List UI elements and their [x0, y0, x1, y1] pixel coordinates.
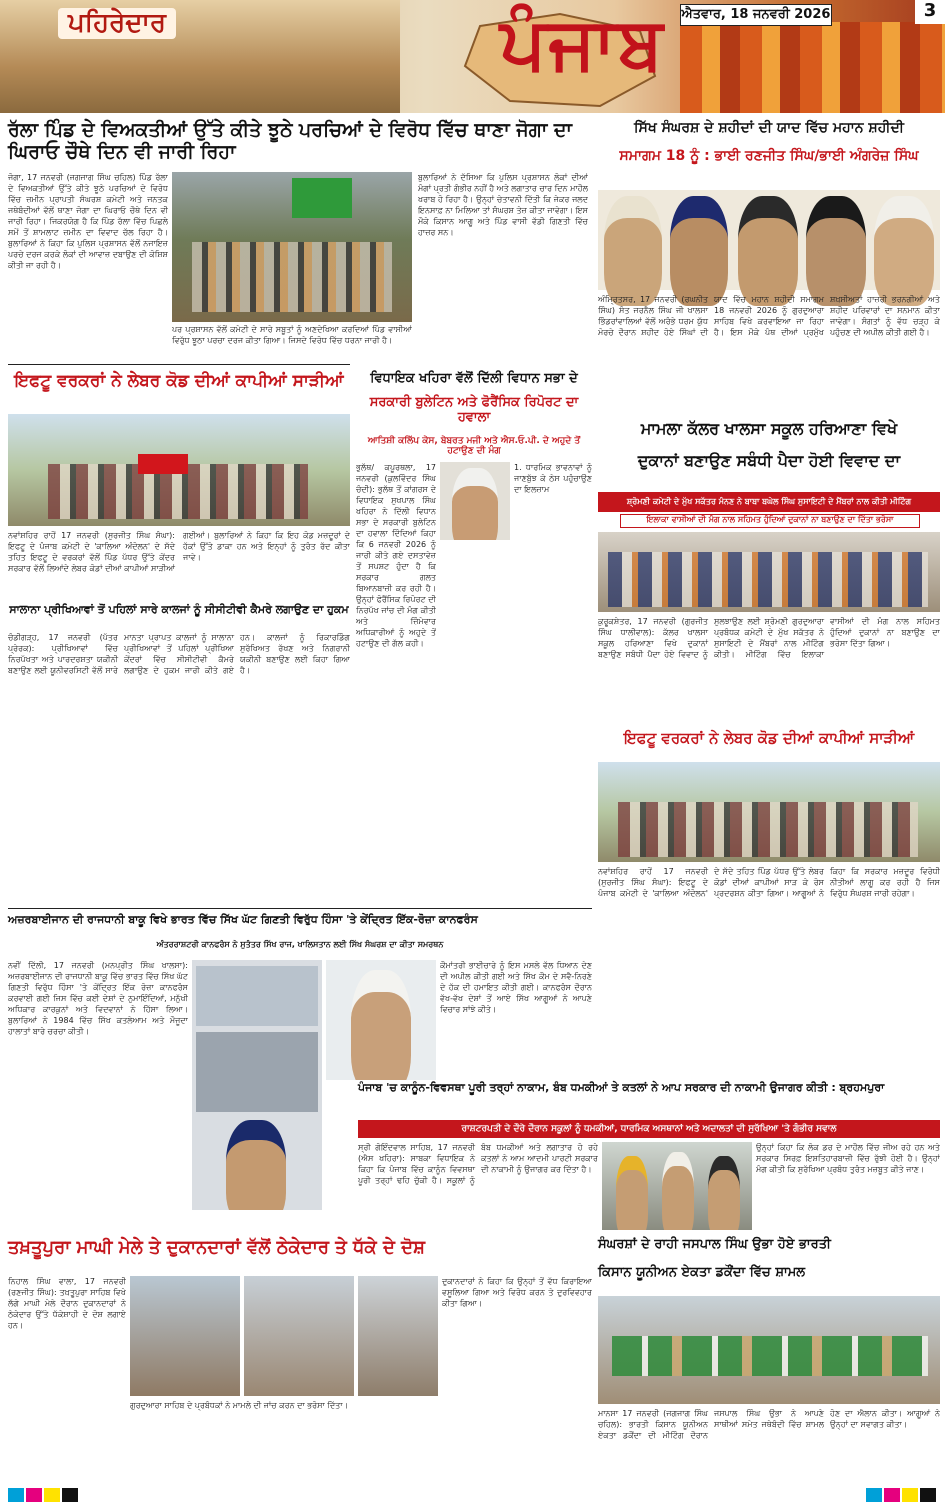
story5-headline-b: ਦੁਕਾਨਾਂ ਬਣਾਉਣ ਸਬੰਧੀ ਪੈਦਾ ਹੋਈ ਵਿਵਾਦ ਦਾ	[637, 451, 901, 470]
story6-headline: ਸਾਲਾਨਾ ਪ੍ਰੀਖਿਆਵਾਂ ਤੋਂ ਪਹਿਲਾਂ ਸਾਰੇ ਕਾਲਜਾਂ ਨੂੰ ਸੀਸੀਟੀਵੀ ਕੈਮਰੇ ਲਗਾਉਣ ਦਾ ਹੁਕਮ	[8, 604, 350, 628]
story8-speaker-photo	[326, 960, 436, 1080]
story8-body-right: ਕੌਮਾਂਤਰੀ ਭਾਈਚਾਰੇ ਨੂੰ ਇਸ ਮਸਲੇ ਵੱਲ ਧਿਆਨ ਦੇਣ ਦੀ ਅਪੀਲ ਕੀਤੀ ਗਈ ਅਤੇ ਸਿੱਖ ਕੌਮ ਦੇ ਸਵੈ-ਨਿਰਣੇ ਦੇ ਹੱਕ ਦੀ ਹਮਾਇਤ ਕੀਤੀ ਗਈ। ਕਾਨਫਰੰਸ ਦੌਰਾਨ ਵੱਖ-ਵੱਖ ਦੇਸ਼ਾਂ ਤੋਂ ਆਏ ਸਿੱਖ ਆਗੂਆਂ ਨੇ ਆਪਣੇ ਵਿਚਾਰ ਸਾਂਝੇ ਕੀਤੇ।	[440, 961, 592, 1014]
story4-kicker: ਆਤਿਸ਼ੀ ਕਲਿੱਪ ਕੇਸ, ਬੇਬਰਤ ਮਜੀ ਅਤੇ ਐਸ.ਓ.ਪੀ. ਦੇ ਅਹੁਦੇ ਤੋਂ ਹਟਾਉਣ ਦੀ ਮੰਗ	[367, 436, 581, 456]
masthead-art-right	[680, 22, 945, 113]
section-name: ਪੰਜਾਬ	[500, 0, 665, 85]
story4-body: ਭੁਲੱਥ/ ਕਪੂਰਥਲਾ, 17 ਜਨਵਰੀ (ਕੁਲਵਿੰਦਰ ਸਿੰਘ ਚੰਦੀ): ਭੁਲੱਥ ਤੋਂ ਕਾਂਗਰਸ ਦੇ ਵਿਧਾਇਕ ਸੁਖਪਾਲ ਸਿੰਘ ਖਹਿਰਾ ਨੇ ਦਿੱਲੀ ਵਿਧਾਨ ਸਭਾ ਦੇ ਸਰਕਾਰੀ ਬੁਲੇਟਿਨ ਦਾ ਹਵਾਲਾ ਦਿੰਦਿਆਂ ਕਿਹਾ ਕਿ 6 ਜਨਵਰੀ 2026 ਨੂੰ ਜਾਰੀ ਕੀਤੇ ਗਏ ਦਸਤਾਵੇਜ਼ ਤੋਂ ਸਪਸ਼ਟ ਹੁੰਦਾ ਹੈ ਕਿ ਸਰਕਾਰ ਗਲਤ ਬਿਆਨਬਾਜ਼ੀ ਕਰ ਰਹੀ ਹੈ। ਉਨ੍ਹਾਂ ਫੋਰੈਂਸਿਕ ਰਿਪੋਰਟ ਦੀ ਨਿਰਪੱਖ ਜਾਂਚ ਦੀ ਮੰਗ ਕੀਤੀ ਅਤੇ ਜ਼ਿੰਮੇਵਾਰ ਅਧਿਕਾਰੀਆਂ ਨੂੰ ਅਹੁਦੇ ਤੋਂ ਹਟਾਉਣ ਦੀ ਗੱਲ ਕਹੀ।	[356, 463, 436, 648]
story4-headline-a: ਵਿਧਾਇਕ ਖਹਿਰਾ ਵੱਲੋਂ ਦਿੱਲੀ ਵਿਧਾਨ ਸਭਾ ਦੇ	[370, 371, 578, 386]
story2-body: ਅੰਮ੍ਰਿਤਸਰ, 17 ਜਨਵਰੀ (ਰਘਨੀਤ ਸਿੰਘ) ਸੰਤ ਜਰਨੈਲ ਸਿੰਘ ਜੀ ਖਾਲਸਾ ਭਿੰਡਰਾਂਵਾਲਿਆਂ ਵੱਲੋਂ ਅਰੰਭੇ ਧਰਮ ਯੁੱਧ ਮੋਰਚੇ ਦੌਰਾਨ ਸ਼ਹੀਦ ਹੋਏ ਸਿੰਘਾਂ ਦੀ ਯਾਦ ਵਿੱਚ ਮਹਾਨ ਸ਼ਹੀਦੀ ਸਮਾਗਮ 18 ਜਨਵਰੀ 2026 ਨੂੰ ਗੁਰਦੁਆਰਾ ਸਾਹਿਬ ਵਿਖੇ ਕਰਵਾਇਆ ਜਾ ਰਿਹਾ ਹੈ। ਇਸ ਮੌਕੇ ਪੰਥ ਦੀਆਂ ਪ੍ਰਮੁੱਖ ਸ਼ਖ਼ਸੀਅਤਾਂ ਹਾਜ਼ਰੀ ਭਰਨਗੀਆਂ ਅਤੇ ਸ਼ਹੀਦ ਪਰਿਵਾਰਾਂ ਦਾ ਸਨਮਾਨ ਕੀਤਾ ਜਾਵੇਗਾ। ਸੰਗਤਾਂ ਨੂੰ ਵੱਧ ਚੜ੍ਹ ਕੇ ਪਹੁੰਚਣ ਦੀ ਅਪੀਲ ਕੀਤੀ ਗਈ ਹੈ।	[598, 295, 940, 337]
story4-quote: 1. ਧਾਰਮਿਕ ਭਾਵਨਾਵਾਂ ਨੂੰ ਜਾਣਬੁੱਝ ਕੇ ਠੇਸ ਪਹੁੰਚਾਉਣ ਦਾ ਇਲਜ਼ਾਮ	[514, 463, 592, 494]
story2-headline-bottom: ਸਮਾਗਮ 18 ਨੂੰ : ਭਾਈ ਰਣਜੀਤ ਸਿੰਘ/ਭਾਈ ਅੰਗਰੇਜ਼ ਸਿੰਘ	[619, 148, 919, 164]
story10-photo-1	[130, 1276, 240, 1396]
story11-headline-b: ਕਿਸਾਨ ਯੂਨੀਅਨ ਏਕਤਾ ਡਕੌਂਦਾ ਵਿੱਚ ਸ਼ਾਮਲ	[598, 1265, 806, 1280]
story9-headline: ਪੰਜਾਬ 'ਚ ਕਾਨੂੰਨ-ਵਿਵਸਥਾ ਪੂਰੀ ਤਰ੍ਹਾਂ ਨਾਕਾਮ, ਬੰਬ ਧਮਕੀਆਂ ਤੇ ਕਤਲਾਂ ਨੇ ਆਪ ਸਰਕਾਰ ਦੀ ਨਾਕਾਮੀ ਉਜਾਗਰ ਕੀਤੀ : ਬ੍ਰਹਮਪੁਰਾ	[358, 1081, 885, 1094]
story11-photo	[598, 1296, 940, 1404]
story10-body-left: ਨਿਹਾਲ ਸਿੰਘ ਵਾਲਾ, 17 ਜਨਵਰੀ (ਰਣਜੀਤ ਸਿੰਘ): ਤਖ਼ਤੂਪੁਰਾ ਸਾਹਿਬ ਵਿਖੇ ਲੱਗੇ ਮਾਘੀ ਮੇਲੇ ਦੌਰਾਨ ਦੁਕਾਨਦਾਰਾਂ ਨੇ ਠੇਕੇਦਾਰ ਉੱਤੇ ਧੱਕੇਸ਼ਾਹੀ ਦੇ ਦੋਸ਼ ਲਗਾਏ ਹਨ।	[8, 1277, 126, 1330]
story11-headline-a: ਸੰਘਰਸ਼ਾਂ ਦੇ ਰਾਹੀ ਜਸਪਾਲ ਸਿੰਘ ਉਭਾ ਹੋਏ ਭਾਰਤੀ	[598, 1237, 831, 1252]
story8-photo-collage	[192, 960, 322, 1210]
story9-body-right: ਉਨ੍ਹਾਂ ਕਿਹਾ ਕਿ ਲੋਕ ਡਰ ਦੇ ਮਾਹੌਲ ਵਿੱਚ ਜੀਅ ਰਹੇ ਹਨ ਅਤੇ ਸਰਕਾਰ ਸਿਰਫ਼ ਇਸ਼ਤਿਹਾਰਬਾਜ਼ੀ ਵਿੱਚ ਰੁੱਝੀ ਹੋਈ ਹੈ। ਉਨ੍ਹਾਂ ਮੰਗ ਕੀਤੀ ਕਿ ਸੁਰੱਖਿਆ ਪ੍ਰਬੰਧ ਤੁਰੰਤ ਮਜ਼ਬੂਤ ਕੀਤੇ ਜਾਣ।	[756, 1143, 940, 1174]
issue-date: ਐਤਵਾਰ, 18 ਜਨਵਰੀ 2026	[680, 4, 832, 26]
story8-headline: ਅਜ਼ਰਬਾਈਜਾਨ ਦੀ ਰਾਜਧਾਨੀ ਬਾਕੂ ਵਿਖੇ ਭਾਰਤ ਵਿੱਚ ਸਿੱਖ ਘੱਟ ਗਿਣਤੀ ਵਿਰੁੱਧ ਹਿੰਸਾ 'ਤੇ ਕੇਂਦ੍ਰਿਤ ਇੱਕ-ਰੋਜ਼ਾ ਕਾਨਫਰੰਸ	[8, 913, 478, 926]
story7-photo	[598, 762, 940, 862]
story5-redbar-1: ਸ਼੍ਰੋਮਣੀ ਕਮੇਟੀ ਦੇ ਮੁੱਖ ਸਕੱਤਰ ਮੰਨਣ ਨੇ ਬਾਬਾ ਬਘੇਲ ਸਿੰਘ ਸੁਸਾਇਟੀ ਦੇ ਮੈਂਬਰਾਂ ਨਾਲ ਕੀਤੀ ਮੀਟਿੰਗ	[598, 492, 940, 512]
story2-portraits	[598, 190, 940, 290]
story9-photo	[602, 1142, 752, 1230]
divider	[8, 364, 350, 365]
divider	[8, 908, 592, 909]
story6-body: ਚੰਡੀਗੜ੍ਹ, 17 ਜਨਵਰੀ (ਪੱਤਰ ਪ੍ਰੇਰਕ): ਪ੍ਰੀਖਿਆਵਾਂ ਵਿੱਚ ਨਿਰਪੱਖਤਾ ਅਤੇ ਪਾਰਦਰਸ਼ਤਾ ਯਕੀਨੀ ਬਣਾਉਣ ਲਈ ਯੂਨੀਵਰਸਿਟੀ ਵੱਲੋਂ ਸਾਰੇ ਮਾਨਤਾ ਪ੍ਰਾਪਤ ਕਾਲਜਾਂ ਨੂੰ ਸਾਲਾਨਾ ਪ੍ਰੀਖਿਆਵਾਂ ਤੋਂ ਪਹਿਲਾਂ ਪ੍ਰੀਖਿਆ ਕੇਂਦਰਾਂ ਵਿੱਚ ਸੀਸੀਟੀਵੀ ਕੈਮਰੇ ਲਗਾਉਣ ਦੇ ਹੁਕਮ ਜਾਰੀ ਕੀਤੇ ਗਏ ਹਨ। ਕਾਲਜਾਂ ਨੂੰ ਰਿਕਾਰਡਿੰਗ ਸੁਰੱਖਿਅਤ ਰੱਖਣ ਅਤੇ ਨਿਗਰਾਨੀ ਯਕੀਨੀ ਬਣਾਉਣ ਲਈ ਕਿਹਾ ਗਿਆ ਹੈ।	[8, 633, 350, 675]
story9-redbar: ਰਾਸ਼ਟਰਪਤੀ ਦੇ ਦੌਰੇ ਦੌਰਾਨ ਸਕੂਲਾਂ ਨੂੰ ਧਮਕੀਆਂ, ਧਾਰਮਿਕ ਅਸਥਾਨਾਂ ਅਤੇ ਅਦਾਲਤਾਂ ਦੀ ਸੁਰੱਖਿਆ 'ਤੇ ਗੰਭੀਰ ਸਵਾਲ	[358, 1120, 940, 1138]
story10-body-mid: ਗੁਰਦੁਆਰਾ ਸਾਹਿਬ ਦੇ ਪ੍ਰਬੰਧਕਾਂ ਨੇ ਮਾਮਲੇ ਦੀ ਜਾਂਚ ਕਰਨ ਦਾ ਭਰੋਸਾ ਦਿੱਤਾ।	[130, 1401, 348, 1410]
story1-body-mid: ਪਰ ਪ੍ਰਸ਼ਾਸਨ ਵੱਲੋਂ ਕਮੇਟੀ ਦੇ ਸਾਰੇ ਸਬੂਤਾਂ ਨੂੰ ਅਣਦੇਖਿਆ ਕਰਦਿਆਂ ਪਿੰਡ ਵਾਸੀਆਂ ਵਿਰੁੱਧ ਝੂਠਾ ਪਰਚਾ ਦਰਜ ਕੀਤਾ ਗਿਆ। ਜਿਸਦੇ ਵਿਰੋਧ ਵਿੱਚ ਧਰਨਾ ਜਾਰੀ ਹੈ।	[172, 325, 412, 345]
story4-portrait	[440, 462, 510, 540]
story1-headline: ਰੱਲਾ ਪਿੰਡ ਦੇ ਵਿਅਕਤੀਆਂ ਉੱਤੇ ਕੀਤੇ ਝੂਠੇ ਪਰਚਿਆਂ ਦੇ ਵਿਰੋਧ ਵਿੱਚ ਥਾਣਾ ਜੋਗਾ ਦਾ ਘਿਰਾਓ ਚੌਥੇ ਦਿਨ ਵੀ ਜਾਰੀ ਰਿਹਾ	[8, 119, 572, 163]
story1-body-right: ਬੁਲਾਰਿਆਂ ਨੇ ਦੱਸਿਆ ਕਿ ਪੁਲਿਸ ਪ੍ਰਸ਼ਾਸਨ ਲੋਕਾਂ ਦੀਆਂ ਮੰਗਾਂ ਪ੍ਰਤੀ ਗੰਭੀਰ ਨਹੀਂ ਹੈ ਅਤੇ ਲਗਾਤਾਰ ਚਾਰ ਦਿਨ ਮਾਹੌਲ ਖਰਾਬ ਹੋ ਰਿਹਾ ਹੈ। ਉਨ੍ਹਾਂ ਚੇਤਾਵਨੀ ਦਿੱਤੀ ਕਿ ਜੇਕਰ ਜਲਦ ਇਨਸਾਫ਼ ਨਾ ਮਿਲਿਆ ਤਾਂ ਸੰਘਰਸ਼ ਤੇਜ਼ ਕੀਤਾ ਜਾਵੇਗਾ। ਇਸ ਮੌਕੇ ਕਿਸਾਨ ਆਗੂ ਅਤੇ ਪਿੰਡ ਵਾਸੀ ਵੱਡੀ ਗਿਣਤੀ ਵਿੱਚ ਹਾਜ਼ਰ ਸਨ।	[418, 173, 588, 237]
story8-body-left: ਨਵੀਂ ਦਿੱਲੀ, 17 ਜਨਵਰੀ (ਮਨਪ੍ਰੀਤ ਸਿੰਘ ਖਾਲਸਾ): ਅਜ਼ਰਬਾਈਜਾਨ ਦੀ ਰਾਜਧਾਨੀ ਬਾਕੂ ਵਿੱਚ ਭਾਰਤ ਵਿੱਚ ਸਿੱਖ ਘੱਟ ਗਿਣਤੀ ਵਿਰੁੱਧ ਹਿੰਸਾ 'ਤੇ ਕੇਂਦ੍ਰਿਤ ਇੱਕ ਰੋਜ਼ਾ ਕਾਨਫਰੰਸ ਕਰਵਾਈ ਗਈ ਜਿਸ ਵਿੱਚ ਕਈ ਦੇਸ਼ਾਂ ਦੇ ਨੁਮਾਇੰਦਿਆਂ, ਮਨੁੱਖੀ ਅਧਿਕਾਰ ਕਾਰਕੁਨਾਂ ਅਤੇ ਵਿਦਵਾਨਾਂ ਨੇ ਹਿੱਸਾ ਲਿਆ। ਬੁਲਾਰਿਆਂ ਨੇ 1984 ਵਿੱਚ ਸਿੱਖ ਕਤਲੇਆਮ ਅਤੇ ਮੌਜੂਦਾ ਹਾਲਾਤਾਂ ਬਾਰੇ ਚਰਚਾ ਕੀਤੀ।	[8, 961, 188, 1036]
page-number: 3	[915, 0, 945, 24]
story7-body: ਨਵਾਂਸ਼ਹਿਰ ਰਾਹੋਂ 17 ਜਨਵਰੀ (ਸੁਰਜੀਤ ਸਿੰਘ ਸੰਘਾ): ਇਫਟੂ ਦੇ ਪੰਜਾਬ ਕਮੇਟੀ ਦੇ 'ਕਾਲਿਆ ਅੰਦੋਲਨ' ਦੇ ਸੱਦੇ ਤਹਿਤ ਪਿੰਡ ਪੱਧਰ ਉੱਤੇ ਲੇਬਰ ਕੋਡਾਂ ਦੀਆਂ ਕਾਪੀਆਂ ਸਾੜ ਕੇ ਰੋਸ ਪ੍ਰਦਰਸ਼ਨ ਕੀਤਾ ਗਿਆ। ਆਗੂਆਂ ਨੇ ਕਿਹਾ ਕਿ ਸਰਕਾਰ ਮਜ਼ਦੂਰ ਵਿਰੋਧੀ ਨੀਤੀਆਂ ਲਾਗੂ ਕਰ ਰਹੀ ਹੈ ਜਿਸ ਵਿਰੁੱਧ ਸੰਘਰਸ਼ ਜਾਰੀ ਰਹੇਗਾ।	[598, 867, 940, 898]
story5-headline-a: ਮਾਮਲਾ ਕੱਲਰ ਖਾਲਸਾ ਸਕੂਲ ਹਰਿਆਣਾ ਵਿਖੇ	[640, 419, 898, 438]
story10-body-right: ਦੁਕਾਨਦਾਰਾਂ ਨੇ ਕਿਹਾ ਕਿ ਉਨ੍ਹਾਂ ਤੋਂ ਵੱਧ ਕਿਰਾਇਆ ਵਸੂਲਿਆ ਗਿਆ ਅਤੇ ਵਿਰੋਧ ਕਰਨ ਤੇ ਦੁਰਵਿਵਹਾਰ ਕੀਤਾ ਗਿਆ।	[442, 1277, 592, 1308]
story10-headline: ਤਖ਼ਤੂਪੁਰਾ ਮਾਘੀ ਮੇਲੇ ਤੇ ਦੁਕਾਨਦਾਰਾਂ ਵੱਲੋਂ ਠੇਕੇਦਾਰ ਤੇ ਧੱਕੇ ਦੇ ਦੋਸ਼	[8, 1237, 426, 1258]
paper-name: ਪਹਿਰੇਦਾਰ	[58, 8, 176, 39]
story3-photo	[8, 414, 350, 526]
story9-body-left: ਸ੍ਰੀ ਗੋਇੰਦਵਾਲ ਸਾਹਿਬ, 17 ਜਨਵਰੀ (ਐਸ ਖਹਿਰਾ): ਸਾਬਕਾ ਵਿਧਾਇਕ ਨੇ ਕਿਹਾ ਕਿ ਪੰਜਾਬ ਵਿੱਚ ਕਾਨੂੰਨ ਵਿਵਸਥਾ ਪੂਰੀ ਤਰ੍ਹਾਂ ਢਹਿ ਚੁੱਕੀ ਹੈ। ਸਕੂਲਾਂ ਨੂੰ ਬੰਬ ਧਮਕੀਆਂ ਅਤੇ ਲਗਾਤਾਰ ਹੋ ਰਹੇ ਕਤਲਾਂ ਨੇ ਆਮ ਆਦਮੀ ਪਾਰਟੀ ਸਰਕਾਰ ਦੀ ਨਾਕਾਮੀ ਨੂੰ ਉਜਾਗਰ ਕਰ ਦਿੱਤਾ ਹੈ।	[358, 1143, 598, 1185]
story2-headline-top: ਸਿੱਖ ਸੰਘਰਸ਼ ਦੇ ਸ਼ਹੀਦਾਂ ਦੀ ਯਾਦ ਵਿੱਚ ਮਹਾਨ ਸ਼ਹੀਦੀ	[634, 120, 904, 136]
story1-body-left: ਜੋਗਾ, 17 ਜਨਵਰੀ (ਜਗਜਾਗ ਸਿੰਘ ਚਹਿਲ) ਪਿੰਡ ਰੱਲਾ ਦੇ ਵਿਅਕਤੀਆਂ ਉੱਤੇ ਕੀਤੇ ਝੂਠੇ ਪਰਚਿਆਂ ਦੇ ਵਿਰੋਧ ਵਿੱਚ ਜ਼ਮੀਨ ਪ੍ਰਾਪਤੀ ਸੰਘਰਸ਼ ਕਮੇਟੀ ਅਤੇ ਜਨਤਕ ਜਥੇਬੰਦੀਆਂ ਵੱਲੋਂ ਥਾਣਾ ਜੋਗਾ ਦਾ ਘਿਰਾਓ ਚੌਥੇ ਦਿਨ ਵੀ ਜਾਰੀ ਰਿਹਾ। ਜਿਕਰਯੋਗ ਹੈ ਕਿ ਪਿੰਡ ਰੱਲਾ ਵਿੱਚ ਪਿਛਲੇ ਸਮੇਂ ਤੋਂ ਸ਼ਾਮਲਾਟ ਜ਼ਮੀਨ ਦਾ ਵਿਵਾਦ ਚੱਲ ਰਿਹਾ ਹੈ। ਬੁਲਾਰਿਆਂ ਨੇ ਕਿਹਾ ਕਿ ਪੁਲਿਸ ਪ੍ਰਸ਼ਾਸਨ ਵੱਲੋਂ ਨਜਾਇਜ਼ ਪਰਚੇ ਦਰਜ ਕਰਕੇ ਲੋਕਾਂ ਦੀ ਆਵਾਜ਼ ਦਬਾਉਣ ਦੀ ਕੋਸ਼ਿਸ਼ ਕੀਤੀ ਜਾ ਰਹੀ ਹੈ।	[8, 173, 168, 270]
story11-body: ਮਾਨਸਾ 17 ਜਨਵਰੀ (ਜਗਜਾਗ ਸਿੰਘ ਚਹਿਲ): ਭਾਰਤੀ ਕਿਸਾਨ ਯੂਨੀਅਨ ਏਕਤਾ ਡਕੌਂਦਾ ਦੀ ਮੀਟਿੰਗ ਦੌਰਾਨ ਜਸਪਾਲ ਸਿੰਘ ਉਭਾ ਨੇ ਆਪਣੇ ਸਾਥੀਆਂ ਸਮੇਤ ਜਥੇਬੰਦੀ ਵਿੱਚ ਸ਼ਾਮਲ ਹੋਣ ਦਾ ਐਲਾਨ ਕੀਤਾ। ਆਗੂਆਂ ਨੇ ਉਨ੍ਹਾਂ ਦਾ ਸਵਾਗਤ ਕੀਤਾ।	[598, 1409, 940, 1440]
story3-body: ਨਵਾਂਸ਼ਹਿਰ ਰਾਹੋਂ 17 ਜਨਵਰੀ (ਸੁਰਜੀਤ ਸਿੰਘ ਸੰਘਾ): ਇਫਟੂ ਦੇ ਪੰਜਾਬ ਕਮੇਟੀ ਦੇ 'ਕਾਲਿਆ ਅੰਦੋਲਨ' ਦੇ ਸੱਦੇ ਤਹਿਤ ਇਫਟੂ ਦੇ ਵਰਕਰਾਂ ਵੱਲੋਂ ਪਿੰਡ ਪੱਧਰ ਉੱਤੇ ਕੇਂਦਰ ਸਰਕਾਰ ਵੱਲੋਂ ਲਿਆਂਦੇ ਲੇਬਰ ਕੋਡਾਂ ਦੀਆਂ ਕਾਪੀਆਂ ਸਾੜੀਆਂ ਗਈਆਂ। ਬੁਲਾਰਿਆਂ ਨੇ ਕਿਹਾ ਕਿ ਇਹ ਕੋਡ ਮਜ਼ਦੂਰਾਂ ਦੇ ਹੱਕਾਂ ਉੱਤੇ ਡਾਕਾ ਹਨ ਅਤੇ ਇਨ੍ਹਾਂ ਨੂੰ ਤੁਰੰਤ ਰੱਦ ਕੀਤਾ ਜਾਵੇ।	[8, 531, 350, 573]
print-registration-bar	[0, 1484, 945, 1507]
story1-protest-photo	[172, 172, 412, 322]
story3-headline: ਇਫਟੂ ਵਰਕਰਾਂ ਨੇ ਲੇਬਰ ਕੋਡ ਦੀਆਂ ਕਾਪੀਆਂ ਸਾੜੀਆਂ	[14, 371, 344, 391]
story7-headline: ਇਫਟੂ ਵਰਕਰਾਂ ਨੇ ਲੇਬਰ ਕੋਡ ਦੀਆਂ ਕਾਪੀਆਂ ਸਾੜੀਆਂ	[623, 729, 915, 747]
story5-redbar-2: ਇਲਾਕਾ ਵਾਸੀਆਂ ਦੀ ਮੰਗ ਨਾਲ ਸਹਿਮਤ ਹੁੰਦਿਆਂ ਦੁਕਾਨਾਂ ਨਾ ਬਣਾਉਣ ਦਾ ਦਿੱਤਾ ਭਰੋਸਾ	[620, 514, 920, 528]
story10-photo-3	[358, 1276, 438, 1396]
story10-photo-2	[244, 1276, 354, 1396]
story4-headline-b: ਸਰਕਾਰੀ ਬੁਲੇਟਿਨ ਅਤੇ ਫੋਰੈਂਸਿਕ ਰਿਪੋਰਟ ਦਾ ਹਵਾਲਾ	[369, 395, 579, 425]
masthead	[0, 0, 945, 113]
story5-body: ਕੁਰੂਕਸ਼ੇਤਰ, 17 ਜਨਵਰੀ (ਗੁਰਜੀਤ ਸਿੰਘ ਧਾਲੀਵਾਲ): ਕੱਲਰ ਖਾਲਸਾ ਸਕੂਲ ਹਰਿਆਣਾ ਵਿਖੇ ਦੁਕਾਨਾਂ ਬਣਾਉਣ ਸਬੰਧੀ ਪੈਦਾ ਹੋਏ ਵਿਵਾਦ ਨੂੰ ਸੁਲਝਾਉਣ ਲਈ ਸ਼੍ਰੋਮਣੀ ਗੁਰਦੁਆਰਾ ਪ੍ਰਬੰਧਕ ਕਮੇਟੀ ਦੇ ਮੁੱਖ ਸਕੱਤਰ ਨੇ ਸੁਸਾਇਟੀ ਦੇ ਮੈਂਬਰਾਂ ਨਾਲ ਮੀਟਿੰਗ ਕੀਤੀ। ਮੀਟਿੰਗ ਵਿੱਚ ਇਲਾਕਾ ਵਾਸੀਆਂ ਦੀ ਮੰਗ ਨਾਲ ਸਹਿਮਤ ਹੁੰਦਿਆਂ ਦੁਕਾਨਾਂ ਨਾ ਬਣਾਉਣ ਦਾ ਭਰੋਸਾ ਦਿੱਤਾ ਗਿਆ।	[598, 617, 940, 659]
story5-photo	[598, 532, 940, 612]
story8-subhead: ਅੰਤਰਰਾਸ਼ਟਰੀ ਕਾਨਫਰੰਸ ਨੇ ਸੁਤੰਤਰ ਸਿੱਖ ਰਾਜ, ਖਾਲਿਸਤਾਨ ਲਈ ਸਿੱਖ ਸੰਘਰਸ਼ ਦਾ ਕੀਤਾ ਸਮਰਥਨ	[156, 940, 444, 949]
